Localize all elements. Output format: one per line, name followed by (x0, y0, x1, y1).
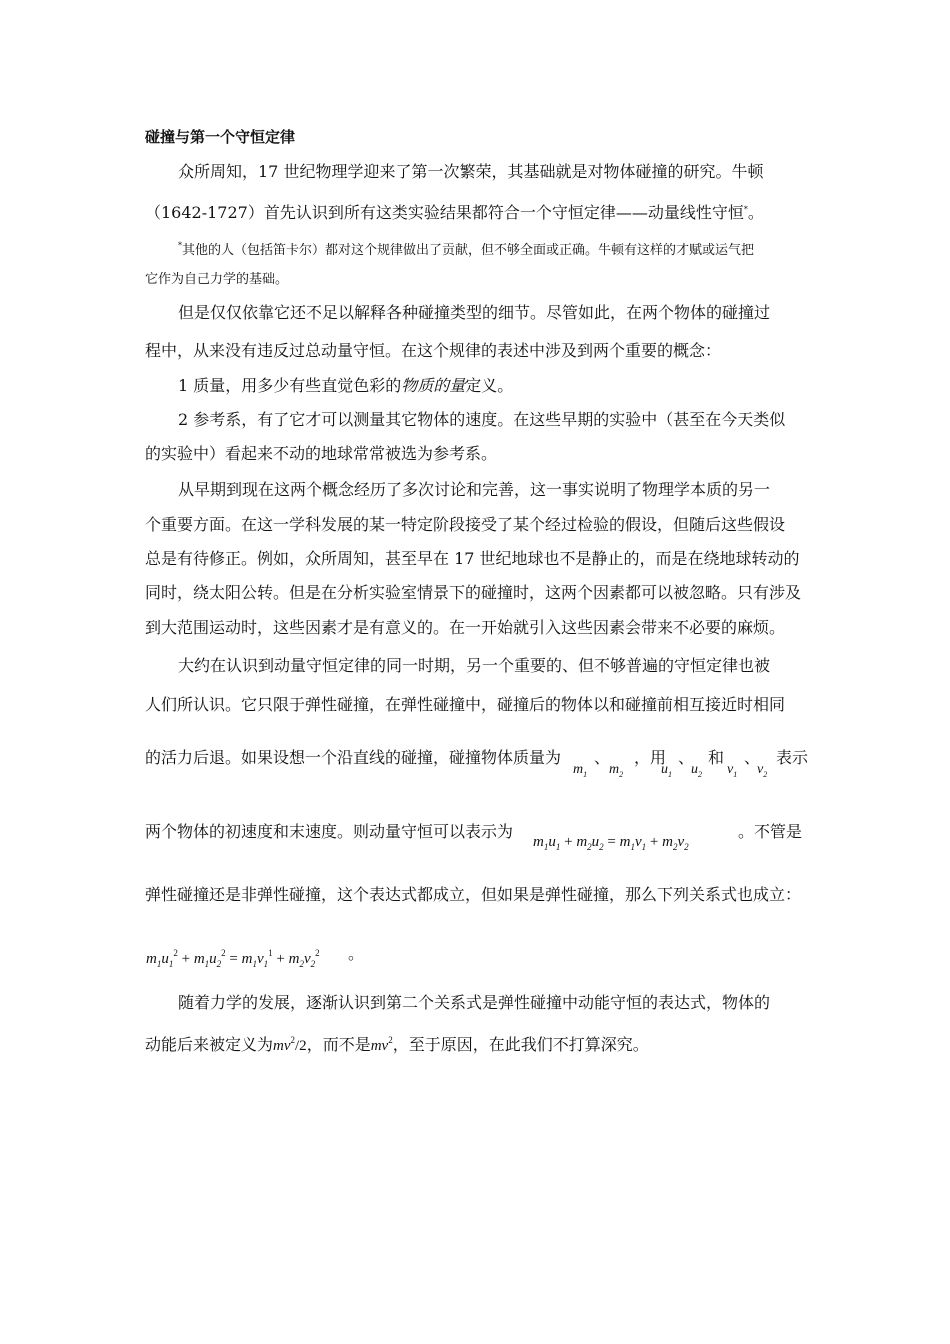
math-v2: $v_2$ (757, 762, 768, 779)
text-use: ，用 (634, 748, 667, 767)
paragraph-3-line-3: 总是有待修正。例如，众所周知，甚至早在 17 世纪地球也不是静止的，而是在绕地球转动的 (145, 549, 800, 568)
paragraph-4-line-1: 大约在认识到动量守恒定律的同一时期，另一个重要的、但不够普遍的守恒定律也被 (178, 656, 771, 675)
paragraph-3-line-4: 同时，绕太阳公转。但是在分析实验室情景下的碰撞时，这两个因素都可以被忽略。只有涉及 (145, 583, 802, 602)
energy-equation: $m_1u_1^2 + m_1u_2^2 = m_1v_1^1 + m_2v_2^2$ (146, 948, 320, 969)
footnote-line-2: 它作为自己力学的基础。 (145, 272, 289, 287)
paragraph-5-line-1: 随着力学的发展，逐渐认识到第二个关系式是弹性碰撞中动能守恒的表达式，物体的 (178, 993, 771, 1012)
sep-3: 、 (744, 748, 761, 767)
math-v1: $v_1$ (727, 762, 738, 779)
text-represent: 表示 (776, 748, 809, 767)
text-and: 和 (708, 748, 725, 767)
paragraph-5-line-2: 动能后来被定义为$mv^2/2$，而不是$mv^2$，至于原因，在此我们不打算深究。 (145, 1035, 649, 1054)
footnote-line-1: *其他的人（包括笛卡尔）都对这个规律做出了贡献，但不够全面或正确。牛顿有这样的才赋或运气把 (178, 241, 755, 258)
math-u1: $u_1$ (661, 762, 672, 779)
list-item-1: 1 质量，用多少有些直觉色彩的物质的量定义。 (178, 376, 514, 395)
document-title: 碰撞与第一个守恒定律 (145, 128, 296, 146)
paragraph-4-line-2: 人们所认识。它只限于弹性碰撞，在弹性碰撞中，碰撞后的物体以和碰撞前相互接近时相同 (145, 695, 786, 714)
paragraph-1-line-2: （1642-1727）首先认识到所有这类实验结果都符合一个守恒定律——动量线性守恒*。 (145, 203, 764, 222)
kinetic-energy-expr: $mv^2/2$ (273, 1035, 307, 1054)
text-regardless: 。不管是 (738, 822, 803, 841)
paragraph-1-line-1: 众所周知，17 世纪物理学迎来了第一次繁荣，其基础就是对物体碰撞的研究。牛顿 (178, 162, 764, 181)
paragraph-3-line-1: 从早期到现在这两个概念经历了多次讨论和完善，这一事实说明了物理学本质的另一 (178, 480, 771, 499)
paragraph-3-line-5: 到大范围运动时，这些因素才是有意义的。在一开始就引入这些因素会带来不必要的麻烦。 (145, 618, 786, 637)
mv2-expr: $mv^2$ (370, 1035, 393, 1054)
paragraph-4-line-3: 的活力后退。如果设想一个沿直线的碰撞，碰撞物体质量为 (145, 748, 562, 767)
footnote-mark: * (743, 205, 748, 214)
paragraph-3-line-2: 个重要方面。在这一学科发展的某一特定阶段接受了某个经过检验的假设，但随后这些假设 (145, 515, 786, 534)
list-item-2-line-1: 2 参考系，有了它才可以测量其它物体的速度。在这些早期的实验中（甚至在今天类似 (178, 410, 786, 429)
paragraph-4-line-5: 弹性碰撞还是非弹性碰撞，这个表达式都成立，但如果是弹性碰撞，那么下列关系式也成立： (145, 885, 802, 904)
sep-1: 、 (594, 748, 611, 767)
paragraph-2-line-2: 程中，从来没有违反过总动量守恒。在这个规律的表述中涉及到两个重要的概念： (145, 341, 722, 360)
math-m2: $m_2$ (609, 762, 624, 779)
paragraph-2-line-1: 但是仅仅依靠它还不足以解释各种碰撞类型的细节。尽管如此，在两个物体的碰撞过 (178, 303, 771, 322)
paragraph-4-line-4: 两个物体的初速度和末速度。则动量守恒可以表示为 (145, 822, 514, 841)
list-item-2-line-2: 的实验中）看起来不动的地球常常被选为参考系。 (145, 444, 498, 463)
math-m1: $m_1$ (573, 762, 588, 779)
math-u2: $u_2$ (691, 762, 702, 779)
equation-end: 。 (348, 944, 365, 963)
sep-2: 、 (678, 748, 695, 767)
momentum-equation: $m_1u_1 + m_2u_2 = m_1v_1 + m_2v_2$ (533, 834, 689, 852)
